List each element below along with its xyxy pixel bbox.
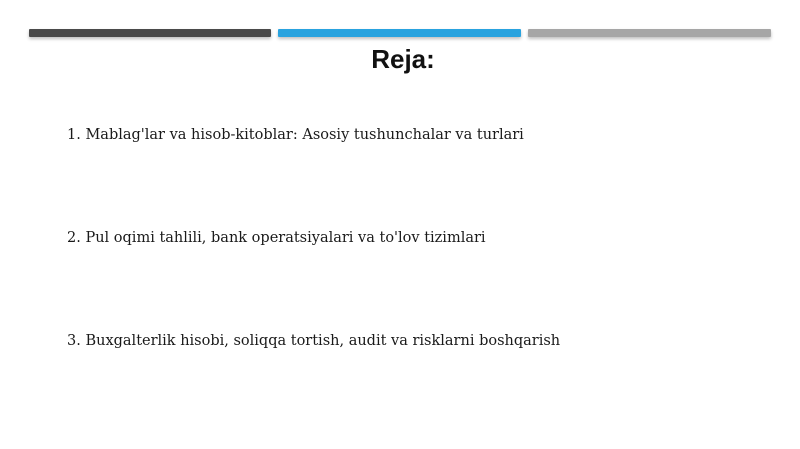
agenda-item bbox=[67, 331, 560, 351]
accent-bar-left bbox=[29, 29, 271, 37]
agenda-item-number: 1. bbox=[67, 127, 81, 143]
agenda-item-text: Mablag'lar va hisob-kitoblar: Asosiy tushunchalar va turlari bbox=[85, 127, 524, 143]
agenda-item-text: Pul oqimi tahlili, bank operatsiyalari va to'lov tizimlari bbox=[85, 230, 486, 246]
agenda-item-number: 2. bbox=[67, 230, 81, 246]
agenda-item bbox=[67, 228, 486, 248]
agenda-item-text: Buxgalterlik hisobi, soliqqa tortish, audit va risklarni boshqarish bbox=[85, 333, 561, 349]
accent-bar-right bbox=[528, 29, 771, 37]
agenda-item bbox=[67, 125, 524, 145]
accent-bar-middle bbox=[278, 29, 521, 37]
agenda-item-number: 3. bbox=[67, 333, 81, 349]
slide-title: Reja: bbox=[371, 44, 435, 74]
